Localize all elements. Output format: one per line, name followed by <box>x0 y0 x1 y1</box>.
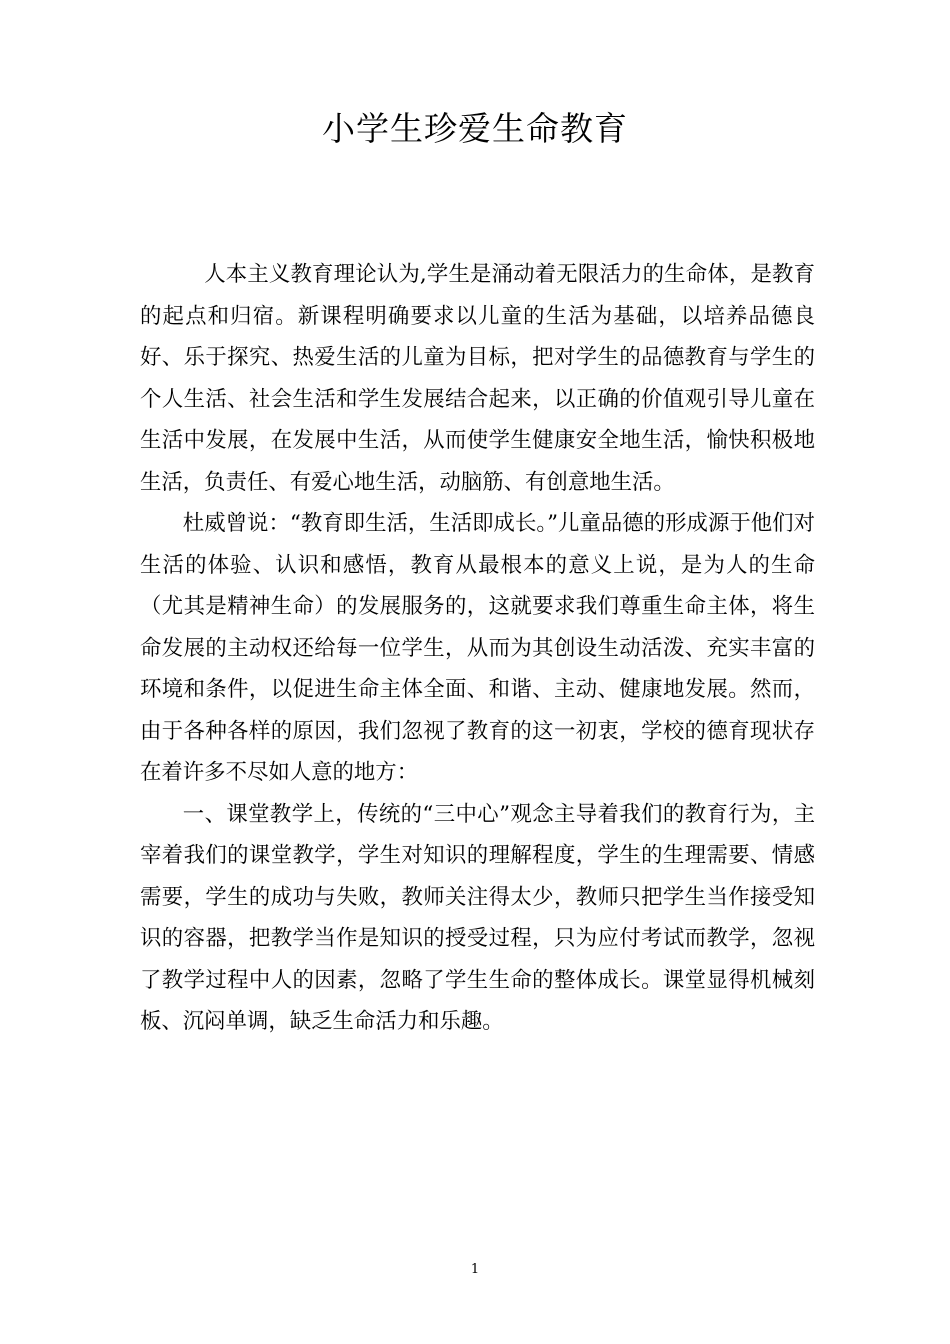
document-title: 小学生珍爱生命教育 <box>322 109 628 148</box>
page-number: 1 <box>470 1262 480 1277</box>
paragraph-2: 杜威曾说：“教育即生活，生活即成长。”儿童品德的形成源于他们对生活的体验、认识和感悟，教育从最根本的意义上说，是为人的生命（尤其是精神生命）的发展服务的，这就要求我们尊重生命主体，将生命发展的主动权还给每一位学生，从而为其创设生动活泼、充实丰富的环境和条件，以促进生命主体全面、和谐、主动、健康地发展。然而，由于各种各样的原因，我们忽视了教育的这一初衷，学校的德育现状存在着许多不尽如人意的地方： <box>140 511 815 785</box>
document-body <box>140 254 815 1043</box>
paragraph-3: 一、课堂教学上，传统的“三中心”观念主导着我们的教育行为，主宰着我们的课堂教学，学生对知识的理解程度，学生的生理需要、情感需要，学生的成功与失败，教师关注得太少，教师只把学生当作接受知识的容器，把教学当作是知识的授受过程，只为应付考试而教学，忽视了教学过程中人的因素，忽略了学生生命的整体成长。课堂显得机械刻板、沉闷单调，缺乏生命活力和乐趣。 <box>140 801 815 1034</box>
paragraph-1: 人本主义教育理论认为,学生是涌动着无限活力的生命体，是教育的起点和归宿。新课程明确要求以儿童的生活为基础，以培养品德良好、乐于探究、热爱生活的儿童为目标，把对学生的品德教育与学生的个人生活、社会生活和学生发展结合起来，以正确的价值观引导儿童在生活中发展，在发展中生活，从而使学生健康安全地生活，愉快积极地生活，负责任、有爱心地生活，动脑筋、有创意地生活。 <box>140 262 815 495</box>
